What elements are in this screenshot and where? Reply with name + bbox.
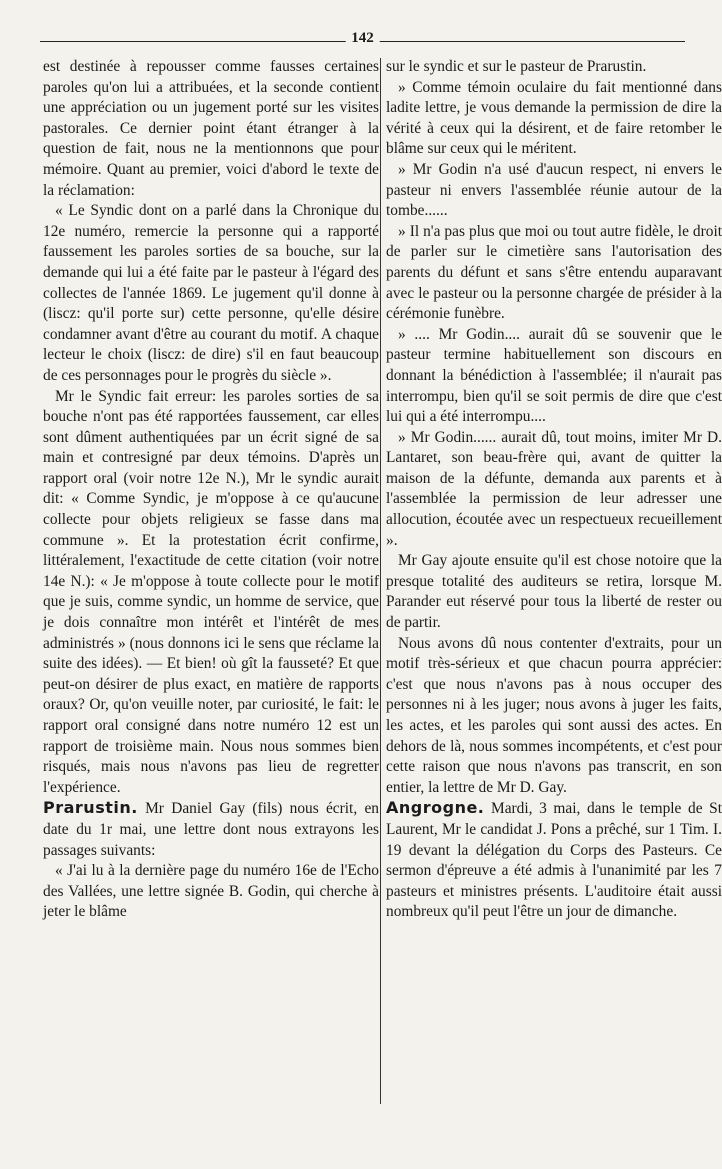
section-heading: Angrogne. [386,798,485,818]
right-column [386,57,722,923]
paragraph: « Le Syndic dont on a parlé dans la Chronique du 12e numéro, remercie la personne qui a rapporté faussement les paroles sorties de sa bouche, sur la demande qui lui a été faite par le pasteur à l'égard des collectes de l'année 1869. Le jugement qu'il donne à (liscz: qu'il porte sur) cette personne, qu'elle désire condamner avant d'être au courant du motif. A chaque lecteur le choix (liscz: de dire) s'il en faut beaucoup de ces personnages pour le progrès du siècle ». [43,202,379,384]
paragraph-prarustin [43,798,379,861]
section-heading: Prarustin. [43,798,138,818]
paragraph: Mr le Syndic fait erreur: les paroles sorties de sa bouche n'ont pas été rapportées faussement, car elles sont dûment authentiquées par un écrit signé de sa main et contresigné par deux témoins. D'après un rapport oral (voir notre 12e N.), Mr le syndic aurait dit: « Comme Syndic, je m'oppose à ce qu'aucune collecte pour objets religieux se fasse dans ma commune ». Et la protestation écrit confirme, littéralement, l'exactitude de cette citation (voir notre 14e N.): « Je m'oppose à toute collecte pour le motif que je suis, comme syndic, un homme de service, que je dois connaître mon intérêt et l'intérêt de mes administrés » (nous donnons ici le sens que réclame la suite des idées). — Et bien! où gît la fausseté? Et que peut-on désirer de plus exact, en matière de rapports oraux? Or, qu'on veuille noter, par curiosité, le fait: le rapport oral consigné dans notre numéro 12 est un rapport de troisième main. Nous nous sommes bien risqués, mais nous n'avons pas lieu de regretter l'expérience. [43,387,379,796]
paragraph: » Comme témoin oculaire du fait mentionné dans ladite lettre, je vous demande la permission de dire la vérité à ceux qui la désirent, et de faire retomber le blâme sur ceux qui le méritent. [386,78,722,158]
left-column [43,57,379,923]
paragraph: » Mr Godin...... aurait dû, tout moins, imiter Mr D. Lantaret, son beau-frère qui, avant de quitter la maison de la défunte, demanda aux parents et à l'assemblée la permission de leur adresser une allocution, écoutée avec un respectueux recueillement ». [386,428,722,549]
paragraph: Mr Gay ajoute ensuite qu'il est chose notoire que la presque totalité des auditeurs se retira, lorsque M. Parander eut réservé pour tous la liberté de rester ou de partir. [386,552,722,632]
paragraph: « J'ai lu à la dernière page du numéro 16e de l'Echo des Vallées, une lettre signée B. Godin, qui cherche à jeter le blâme [43,862,379,921]
paragraph-text: Mr Daniel Gay (fils) nous écrit, en date du 1r mai, une lettre dont nous extrayons les passages suivants: [43,800,379,859]
page-number: 142 [345,30,380,47]
page-header [40,30,685,52]
paragraph-text: Mardi, 3 mai, dans le temple de St Laurent, Mr le candidat J. Pons a prêché, sur 1 Tim. I. 19 devant la délégation du Corps des Pasteurs. Ce sermon d'épreuve a été admis à l'unanimité par les 7 pasteurs et ministres présents. L'auditoire était aussi nombreux qu'il peut l'être un jour de dimanche. [386,800,722,921]
paragraph: » Il n'a pas plus que moi ou tout autre fidèle, le droit de parler sur le cimetière sans l'autorisation des parents du défunt et sans s'être entendu auparavant avec le pasteur ou la personne chargée de présider à la cérémonie funèbre. [386,222,722,323]
paragraph: sur le syndic et sur le pasteur de Prarustin. [386,58,647,75]
paragraph: est destinée à repousser comme fausses certaines paroles qu'on lui a attribuées, et la seconde contient une appréciation ou un jugement porté sur les visites pastorales. Ce dernier point étant étranger à la question de fait, nous ne la mentionnons que pour mémoire. Quant au premier, voici d'abord le texte de la réclamation: [43,58,379,199]
column-divider [380,58,381,1104]
paragraph: » Mr Godin n'a usé d'aucun respect, ni envers le pasteur ni envers l'assemblée réunie autour de la tombe...... [386,160,722,220]
paragraph-angrogne [386,798,722,923]
paragraph: » .... Mr Godin.... aurait dû se souvenir que le pasteur termine habituellement son discours en donnant la bénédiction à l'assemblée; il n'aurait pas interrompu, bien qu'il se soit permis de dire que c'est lui qui a été interrompu.... [386,325,722,426]
paragraph: Nous avons dû nous contenter d'extraits, pour un motif très-sérieux et que chacun pourra apprécier: c'est que nous n'avons pas à nous occuper des personnes ni à les juger; nous avons à juger les faits, les actes, et les paroles qui sont aussi des actes. En dehors de là, nous sommes incompétents, et c'est pour cette raison que nous n'avons pas transcrit, en son entier, la lettre de Mr D. Gay. [386,634,722,796]
